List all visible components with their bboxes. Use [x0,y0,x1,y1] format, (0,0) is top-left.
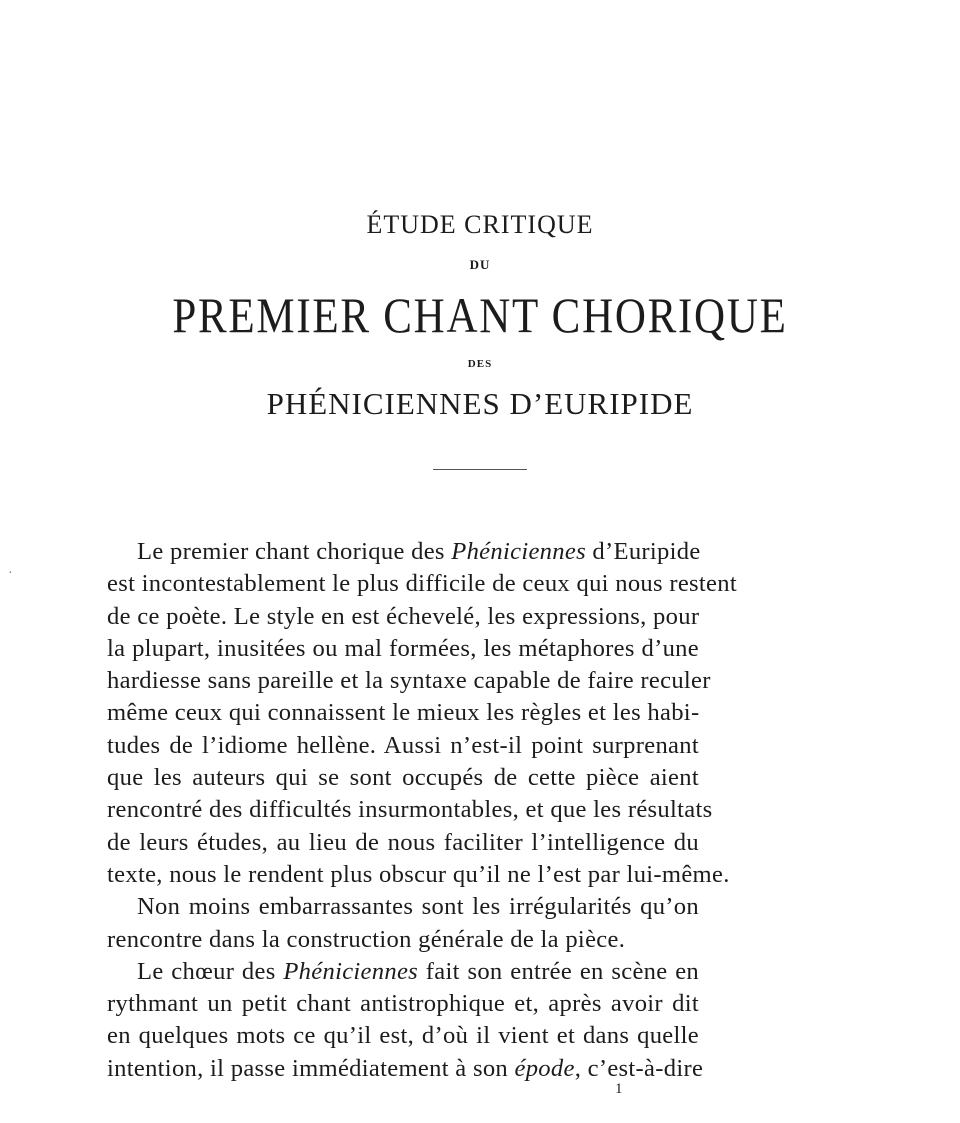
title-line-du: DU [469,257,491,272]
text-line: rythmant un petit chant antistrophique et, après avoir dit [107,990,699,1018]
body-text [107,536,738,1085]
page-number: 1 [615,1081,623,1097]
text-line: la plupart, inusitées ou mal formées, les métaphores d’une [107,634,699,662]
text-line: même ceux qui connaissent le mieux les règles et les habi- [107,699,700,727]
text-line: de leurs études, au lieu de nous faciliter l’intelligence du [107,828,699,856]
title-line-des: DES [467,358,493,370]
title-line-etude-critique: ÉTUDE CRITIQUE [366,210,594,239]
text-line: texte, nous le rendent plus obscur qu’il ne l’est par lui-même. [107,860,730,888]
text-line: rencontré des difficultés insurmontables, et que les résultats [107,796,713,824]
text-line: Le chœur des Phéniciennes fait son entrée en scène en [137,957,700,985]
text-line: que les auteurs qui se sont occupés de cette pièce aient [107,764,699,792]
title-line-main: PREMIER CHANT CHORIQUE [172,287,788,343]
text-line: tudes de l’idiome hellène. Aussi n’est-il point surprenant [107,731,699,759]
title-divider [433,469,527,470]
text-line: est incontestablement le plus difficile de ceux qui nous restent [107,570,738,598]
title-line-pheniciennes: PHÉNICIENNES D’EURIPIDE [266,386,694,421]
text-line: Le premier chant chorique des Phéniciennes d’Euripide [137,538,701,565]
text-line: hardiesse sans pareille et la syntaxe capable de faire reculer [107,667,711,695]
text-line: rencontre dans la construction générale de la pièce. [107,925,626,953]
text-line: intention, il passe immédiatement à son épode, c’est-à-dire [107,1054,704,1082]
text-line: en quelques mots ce qu’il est, d’où il vient et dans quelle [107,1022,699,1050]
margin-mark: · [8,566,13,581]
text-line: Non moins embarrassantes sont les irrégularités qu’on [137,893,699,921]
text-line: de ce poète. Le style en est échevelé, les expressions, pour [107,602,700,630]
